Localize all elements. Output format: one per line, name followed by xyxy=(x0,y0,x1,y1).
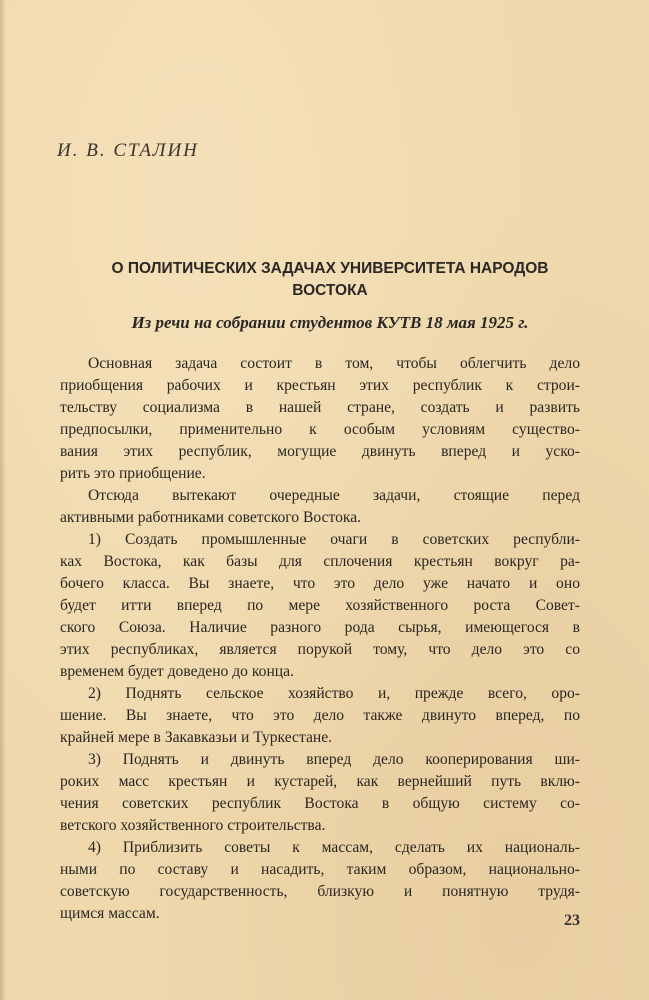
body-line: будет итти вперед по мере хозяйственного роста Совет- xyxy=(60,597,580,614)
body-line: ными по составу и насадить, таким образом, национально- xyxy=(60,861,580,878)
body-line: 1) Создать промышленные очаги в советских республи- xyxy=(88,531,580,548)
body-line: Отсюда вытекают очередные задачи, стоящие перед xyxy=(88,487,580,504)
article-title xyxy=(40,258,620,302)
body-line: активными работниками советского Востока. xyxy=(60,509,362,526)
title-line-2: ВОСТОКА xyxy=(292,282,368,299)
body-line: ках Востока, как базы для сплочения крестьян вокруг ра- xyxy=(60,553,580,570)
body-line: Основная задача состоит в том, чтобы облегчить дело xyxy=(88,355,580,372)
body-line: чения советских республик Востока в общую систему со- xyxy=(60,795,580,812)
body-line: роких масс крестьян и кустарей, как вернейший путь вклю- xyxy=(60,773,580,790)
body-line: предпосылки, применительно к особым условиям существо- xyxy=(60,421,580,438)
body-line: этих республиках, является порукой тому, что дело это со xyxy=(60,641,580,658)
article-subtitle: Из речи на собрании студентов КУТВ 18 мая 1925 г. xyxy=(131,313,529,332)
body-line: ского Союза. Наличие разного рода сырья, имеющегося в xyxy=(60,619,580,636)
body-line: крайней мере в Закавказьи и Туркестане. xyxy=(60,729,333,746)
body-line: щимся массам. xyxy=(60,905,160,922)
author-header: И. В. СТАЛИН xyxy=(57,140,199,161)
body-line: шение. Вы знаете, что это дело также двинуто вперед, по xyxy=(60,707,580,724)
body-line: тельству социализма в нашей стране, создать и развить xyxy=(60,399,580,416)
page-number: 23 xyxy=(564,912,580,929)
title-line-1: О ПОЛИТИЧЕСКИХ ЗАДАЧАХ УНИВЕРСИТЕТА НАРОДОВ xyxy=(111,260,549,277)
body-line: 4) Приблизить советы к массам, сделать их националь- xyxy=(88,839,580,856)
body-line: ветского хозяйственного строительства. xyxy=(60,817,326,834)
article-body xyxy=(60,353,580,925)
body-line: 2) Поднять сельское хозяйство и, прежде всего, оро- xyxy=(88,685,580,702)
body-line: временем будет доведено до конца. xyxy=(60,663,294,680)
body-line: рить это приобщение. xyxy=(60,465,206,482)
body-line: советскую государственность, близкую и понятную трудя- xyxy=(60,883,580,900)
page-edge-shadow xyxy=(0,0,6,1000)
body-line: приобщения рабочих и крестьян этих республик к строи- xyxy=(60,377,580,394)
body-line: вания этих республик, могущие двинуть вперед и уско- xyxy=(60,443,580,460)
body-line: бочего класса. Вы знаете, что это дело уже начато и оно xyxy=(60,575,580,592)
body-line: 3) Поднять и двинуть вперед дело кооперирования ши- xyxy=(88,751,580,768)
